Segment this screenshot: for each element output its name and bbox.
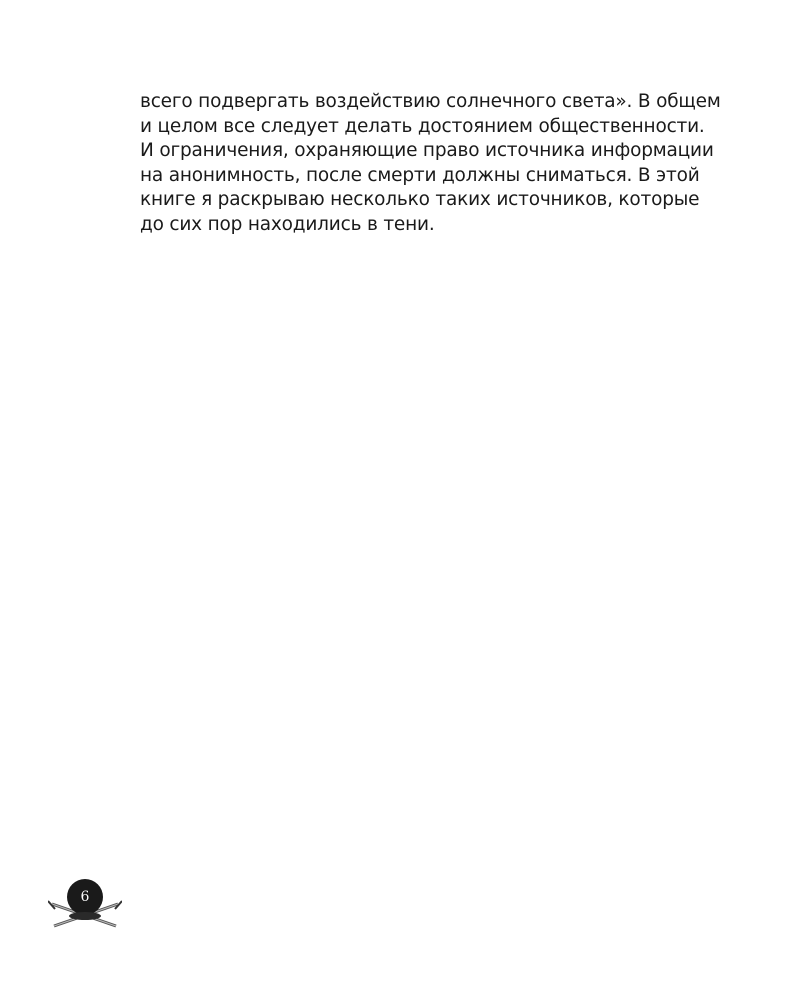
- page-number: 6: [80, 889, 90, 905]
- page-folio: [48, 874, 122, 930]
- text-line: и целом все следует делать достоянием общественности.: [140, 115, 705, 137]
- text-line: книге я раскрываю несколько таких источников, которые: [140, 189, 700, 210]
- text-line: всего подвергать воздействию солнечного света». В общем: [140, 91, 721, 112]
- text-line: до сих пор находились в тени.: [140, 213, 435, 235]
- text-line: И ограничения, охраняющие право источника информации: [140, 140, 714, 161]
- text-line: на анонимность, после смерти должны сниматься. В этой: [140, 164, 700, 186]
- body-text: [140, 90, 730, 237]
